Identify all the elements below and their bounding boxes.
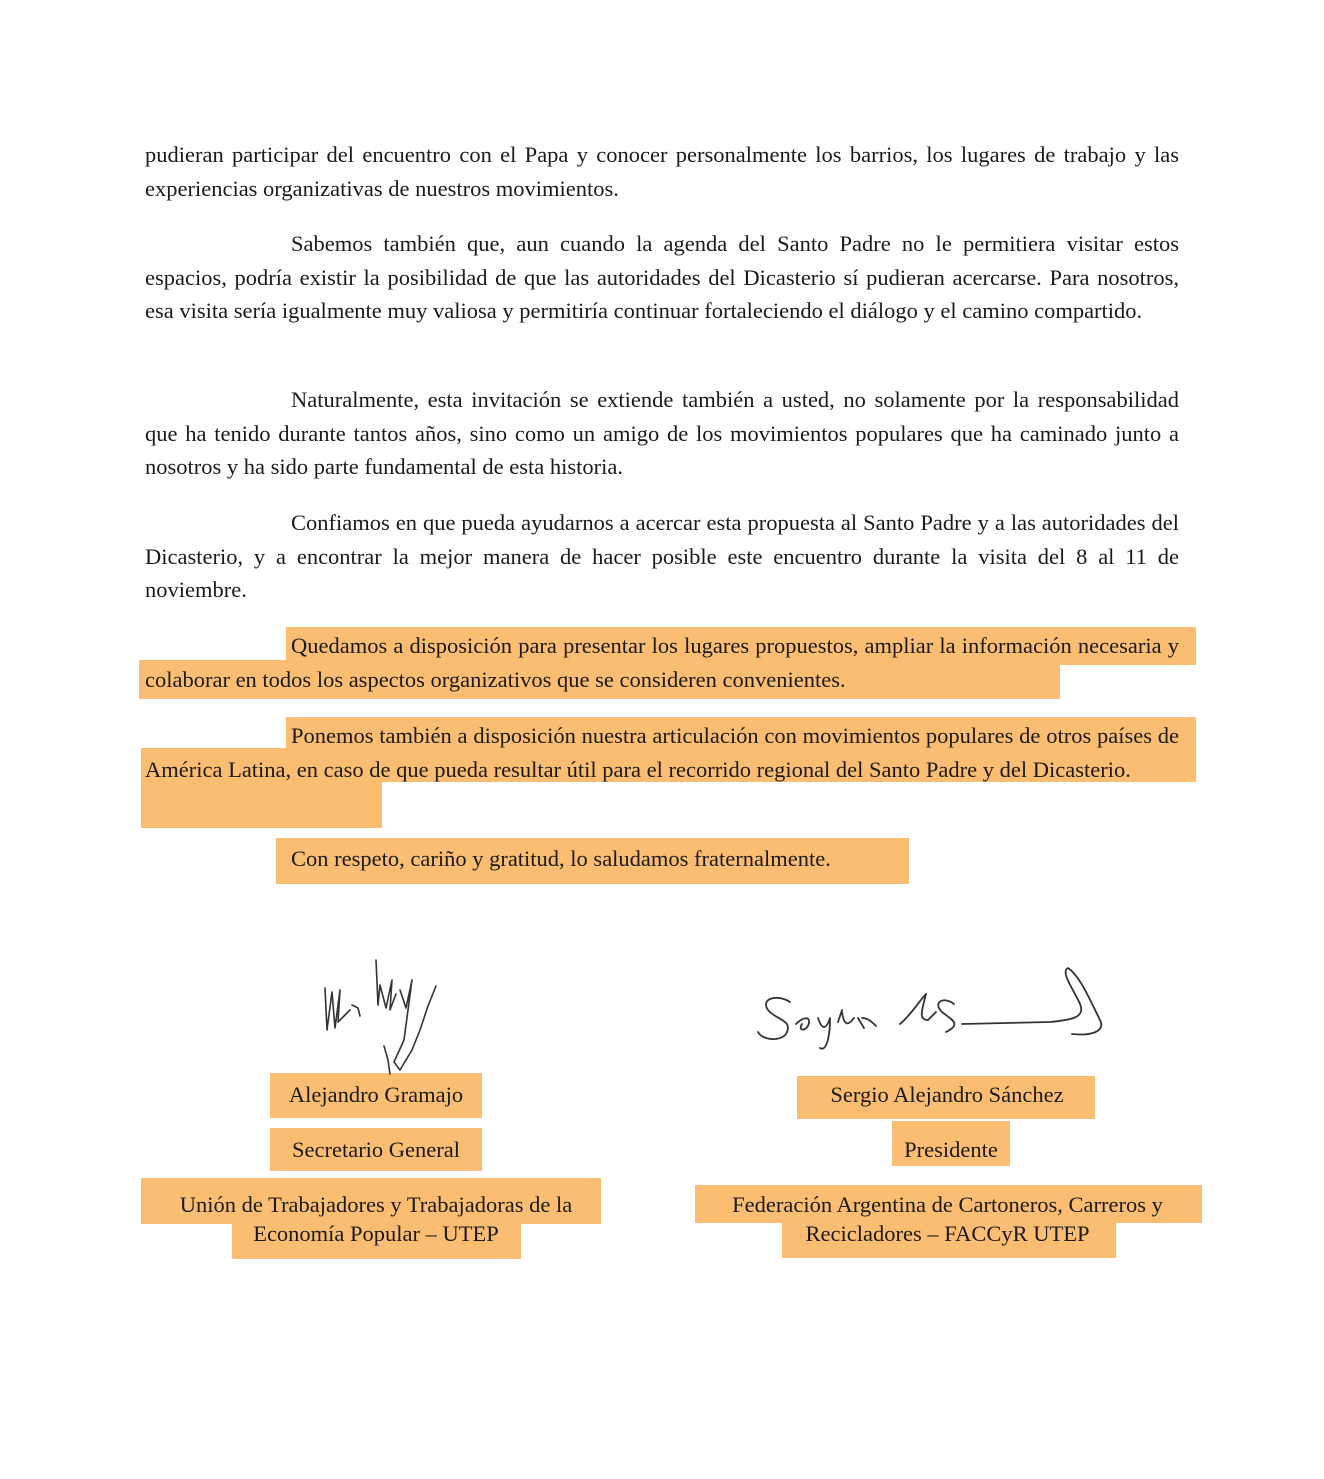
signatory-1-name: Alejandro Gramajo: [288, 1082, 464, 1107]
signatory-2-org-line2: Recicladores – FACCyR UTEP: [805, 1221, 1090, 1246]
paragraph-2: [145, 227, 1179, 328]
paragraph-6-text: Ponemos también a disposición nuestra articulación con movimientos populares de otros países de América Latina, en caso de que pueda resultar útil para el recorrido regional del Santo Padre y del Dicasterio.: [145, 723, 1179, 782]
signatory-2-org-line1: Federación Argentina de Cartoneros, Carreros y: [732, 1192, 1163, 1217]
paragraph-7-text: Con respeto, cariño y gratitud, lo saludamos fraternalmente.: [291, 846, 831, 871]
paragraph-3: [145, 383, 1179, 484]
paragraph-4: [145, 506, 1179, 607]
highlight-p6-line3: [141, 780, 382, 828]
paragraph-3-text: Naturalmente, esta invitación se extiende también a usted, no solamente por la responsabilidad que ha tenido durante tantos años, sino como un amigo de los movimientos populares que ha caminado junto a nosotros y ha sido parte fundamental de esta historia.: [145, 387, 1179, 479]
paragraph-5: [145, 629, 1179, 696]
signatory-2-name: Sergio Alejandro Sánchez: [830, 1082, 1064, 1107]
signatory-1-org-line2: Economía Popular – UTEP: [253, 1221, 499, 1246]
signature-gramajo-image: [300, 950, 460, 1080]
paragraph-5-text: Quedamos a disposición para presentar los lugares propuestos, ampliar la información necesaria y colaborar en todos los aspectos organizativos que se consideren convenientes.: [145, 633, 1179, 692]
signatory-1-role: Secretario General: [291, 1137, 461, 1162]
paragraph-2-text: Sabemos también que, aun cuando la agenda del Santo Padre no le permitiera visitar estos espacios, podría existir la posibilidad de que las autoridades del Dicasterio sí pudieran acercarse. Para nosotros, esa visita sería igualmente muy valiosa y permitiría continuar fortaleciendo el diálogo y el camino compartido.: [145, 231, 1179, 323]
paragraph-1: [145, 138, 1179, 205]
paragraph-7: [145, 842, 1179, 876]
signature-sanchez-image: [750, 960, 1130, 1050]
signatory-2-role: Presidente: [904, 1137, 998, 1162]
signatory-1-org-line1: Unión de Trabajadores y Trabajadoras de la: [179, 1192, 573, 1217]
paragraph-1-text: pudieran participar del encuentro con el Papa y conocer personalmente los barrios, los lugares de trabajo y las experiencias organizativas de nuestros movimientos.: [145, 142, 1179, 201]
paragraph-4-text: Confiamos en que pueda ayudarnos a acercar esta propuesta al Santo Padre y a las autoridades del Dicasterio, y a encontrar la mejor manera de hacer posible este encuentro durante la visita del 8 al 11 de noviembre.: [145, 510, 1179, 602]
paragraph-6: [145, 719, 1179, 786]
